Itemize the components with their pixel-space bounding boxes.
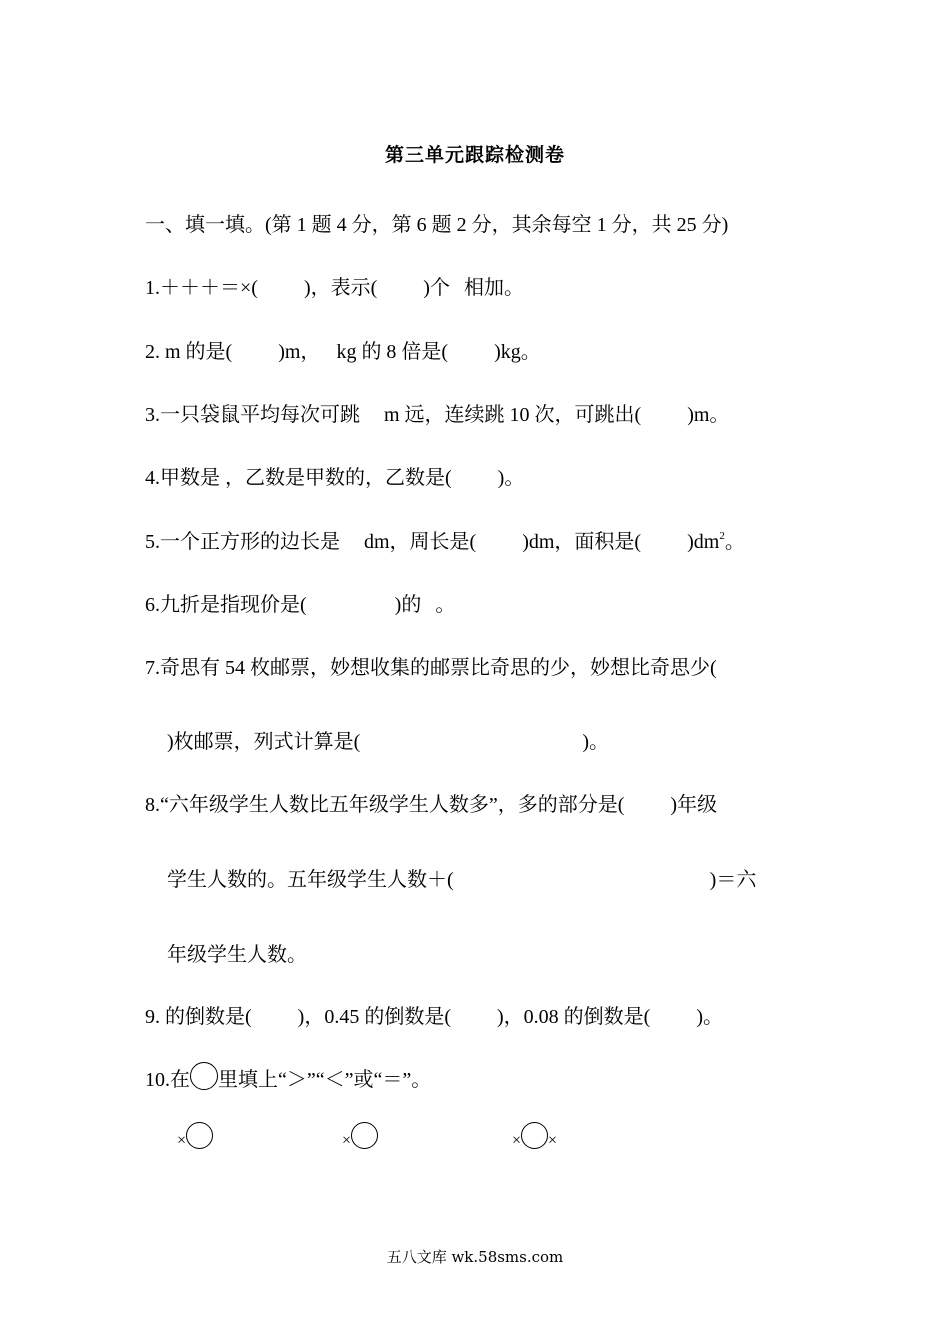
question-7 bbox=[145, 653, 717, 683]
question-6 bbox=[145, 590, 455, 620]
section-heading: 一、填一填。(第 1 题 4 分，第 6 题 2 分，其余每空 1 分，共 25 分) bbox=[145, 214, 729, 236]
question-4 bbox=[145, 463, 524, 493]
compare-circle-1[interactable] bbox=[186, 1122, 213, 1149]
compare-circle-3[interactable] bbox=[521, 1122, 548, 1149]
q5-part-e: 。 bbox=[724, 531, 745, 553]
q5-part-b: dm，周长是( bbox=[364, 531, 477, 553]
q9-part-a: 9. 的倒数是( bbox=[145, 1006, 252, 1028]
q7-part-c: )。 bbox=[582, 731, 609, 753]
q9-part-b: )，0.45 的倒数是( bbox=[297, 1006, 451, 1028]
times-sign: × bbox=[548, 1132, 558, 1149]
q8-part-e: 年级学生人数。 bbox=[167, 944, 307, 966]
question-1 bbox=[145, 273, 524, 303]
q10-item-1 bbox=[177, 1122, 213, 1156]
times-sign: × bbox=[512, 1132, 522, 1149]
q9-part-c: )，0.08 的倒数是( bbox=[497, 1006, 651, 1028]
q8-part-a: 8.“六年级学生人数比五年级学生人数多”，多的部分是( bbox=[145, 794, 625, 816]
q2-part-b: )m， bbox=[278, 341, 321, 363]
page-title: 第三单元跟踪检测卷 bbox=[384, 144, 565, 166]
question-8 bbox=[145, 790, 717, 820]
q7-part-b: )枚邮票，列式计算是( bbox=[167, 731, 361, 753]
q5-part-c: )dm，面积是( bbox=[522, 531, 642, 553]
q3-part-b: m 远，连续跳 10 次，可跳出( bbox=[384, 404, 642, 426]
q1-part-d: 相加。 bbox=[463, 277, 524, 299]
q2-part-d: )kg。 bbox=[494, 341, 541, 363]
q5-part-a: 5.一个正方形的边长是 bbox=[145, 531, 340, 553]
q4-part-b: )。 bbox=[497, 467, 525, 489]
q6-part-a: 6.九折是指现价是( bbox=[145, 594, 307, 616]
q8-part-d: )＝六 bbox=[709, 869, 757, 891]
q3-part-c: )m。 bbox=[687, 404, 730, 426]
times-sign: × bbox=[342, 1132, 352, 1149]
compare-circle-2[interactable] bbox=[351, 1122, 378, 1149]
question-8-end bbox=[167, 940, 307, 970]
q1-part-c: )个 bbox=[423, 277, 450, 299]
q10-item-3 bbox=[512, 1122, 557, 1156]
q10-part-b: 里填上“＞”“＜”或“＝”。 bbox=[218, 1069, 432, 1091]
q10-part-a: 10.在 bbox=[145, 1069, 190, 1091]
q5-superscript: 2 bbox=[719, 530, 725, 542]
q7-part-a: 7.奇思有 54 枚邮票，妙想收集的邮票比奇思的少，妙想比奇思少( bbox=[145, 657, 717, 679]
footer-watermark: 五八文库 wk.58sms.com bbox=[386, 1248, 564, 1266]
q10-item-2 bbox=[342, 1122, 378, 1156]
q9-part-d: )。 bbox=[696, 1006, 723, 1028]
question-5 bbox=[145, 527, 745, 557]
q4-part-a: 4.甲数是 ，乙数是甲数的，乙数是( bbox=[145, 467, 452, 489]
q6-part-c: 。 bbox=[435, 594, 456, 616]
q3-part-a: 3.一只袋鼠平均每次可跳 bbox=[145, 404, 360, 426]
q2-part-c: kg 的 8 倍是( bbox=[336, 341, 449, 363]
question-3 bbox=[145, 400, 729, 430]
q8-part-b: )年级 bbox=[670, 794, 718, 816]
times-sign: × bbox=[177, 1132, 187, 1149]
q6-part-b: )的 bbox=[394, 594, 422, 616]
question-8-cont bbox=[167, 865, 756, 895]
q5-part-d: )dm bbox=[687, 531, 720, 553]
q1-part-b: )，表示( bbox=[303, 277, 378, 299]
question-7-cont bbox=[167, 727, 609, 757]
question-9 bbox=[145, 1002, 723, 1032]
circle-icon bbox=[190, 1062, 218, 1090]
q2-part-a: 2. m 的是( bbox=[145, 341, 233, 363]
q1-part-a: 1.＋＋＋＝×( bbox=[145, 277, 258, 299]
question-2 bbox=[145, 337, 541, 367]
q8-part-c: 学生人数的。五年级学生人数＋( bbox=[167, 869, 454, 891]
question-10 bbox=[145, 1062, 431, 1095]
